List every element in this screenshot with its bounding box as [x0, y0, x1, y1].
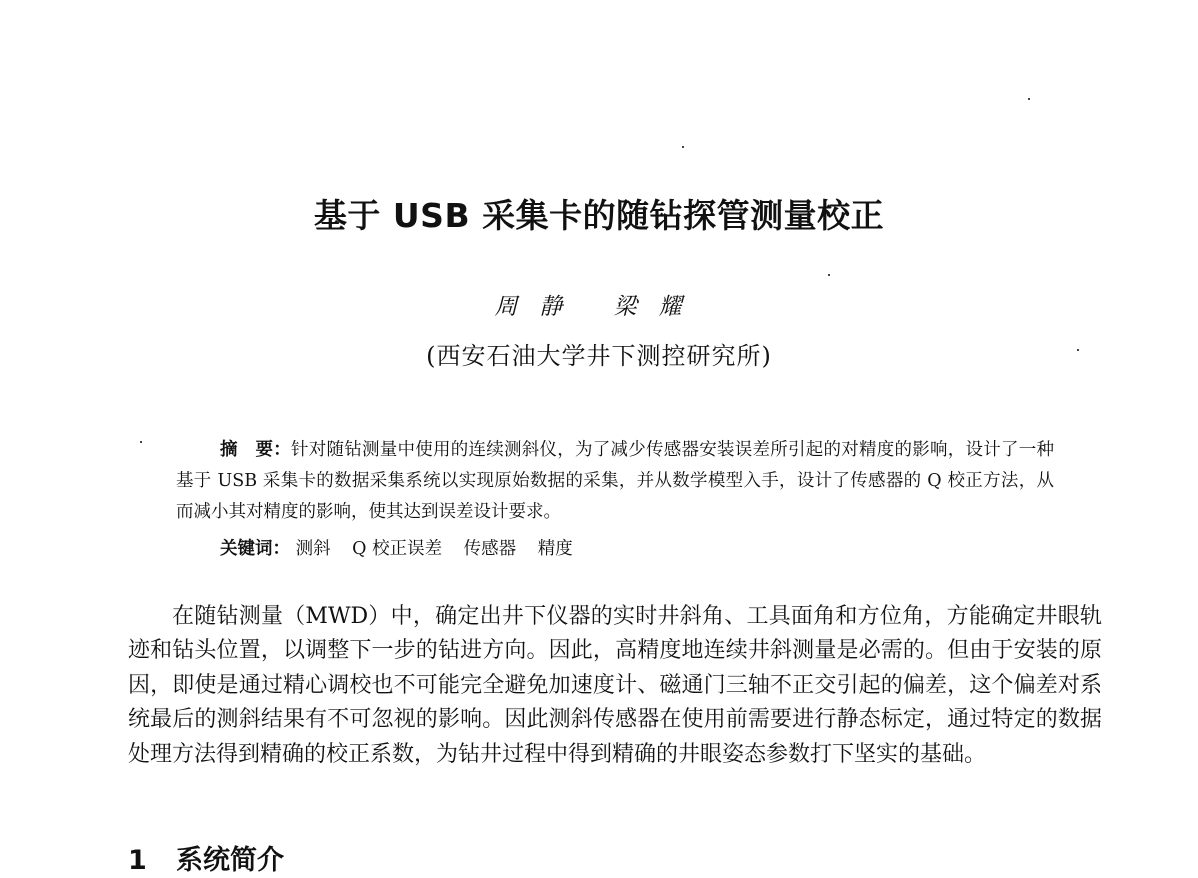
scan-speck: [682, 146, 684, 148]
scan-speck: [140, 441, 142, 443]
keyword-item: 精度: [537, 539, 573, 559]
paper-title: 基于 USB 采集卡的随钻探管测量校正: [313, 196, 885, 235]
section-number: 1: [128, 845, 147, 876]
keywords-label: 关键词：: [220, 539, 290, 559]
abstract: [176, 435, 1054, 528]
keywords: [220, 534, 589, 565]
scan-speck: [828, 274, 830, 276]
scan-speck: [1028, 98, 1030, 100]
keyword-item: 传感器: [463, 539, 517, 559]
scan-speck: [1077, 349, 1079, 351]
section-title: 系统简介: [176, 845, 284, 876]
paper-affiliation: (西安石油大学井下测控研究所): [426, 342, 772, 370]
section-heading: [128, 843, 284, 878]
keyword-item: Q 校正误差: [352, 539, 443, 559]
paper-authors: 周静 梁耀: [494, 294, 704, 320]
body-paragraph: 在随钻测量（MWD）中，确定出井下仪器的实时井斜角、工具面角和方位角，方能确定井眼轨迹和钻头位置，以调整下一步的钻进方向。因此，高精度地连续井斜测量是必需的。但由于安装的原因，即使是通过精心调校也不可能完全避免加速度计、磁通门三轴不正交引起的偏差，这个偏差对系统最后的测斜结果有不可忽视的影响。因此测斜传感器在使用前需要进行静态标定，通过特定的数据处理方法得到精确的校正系数，为钻井过程中得到精确的井眼姿态参数打下坚实的基础。: [128, 604, 1102, 767]
abstract-text: 针对随钻测量中使用的连续测斜仪，为了减少传感器安装误差所引起的对精度的影响，设计了一种基于 USB 采集卡的数据采集系统以实现原始数据的采集，并从数学模型入手，设计了传感器的 Q 校正方法，从而减小其对精度的影响，使其达到误差设计要求。: [176, 440, 1054, 522]
abstract-label: 摘 要：: [220, 440, 291, 460]
keyword-item: 测斜: [295, 539, 331, 559]
